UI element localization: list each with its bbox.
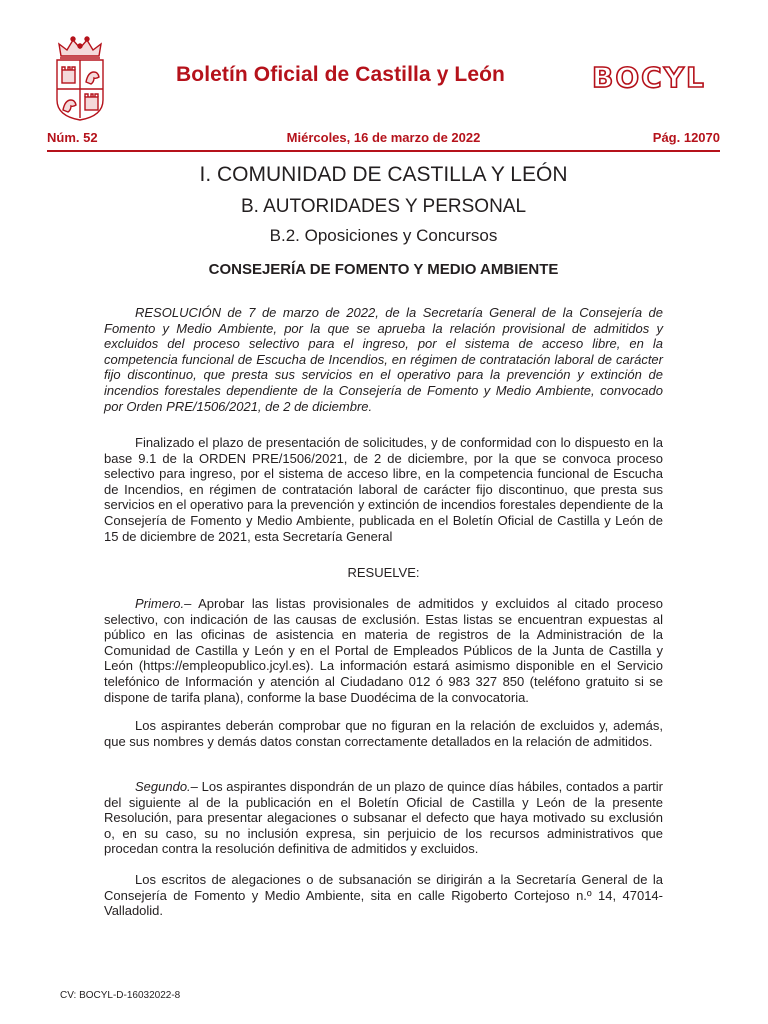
second-text: Los aspirantes dispondrán de un plazo de quince días hábiles, contados a partir del siguiente al de la publicación en el Boletín Oficial de Castilla y León de la presente Resolución, para presentar alegaciones o subsanar el defecto que haya motivado su exclusión o, en su caso, su no inclusión expresa, sin perjuicio de los recursos administrativos que procedan contra la resolución definitiva de admitidos y excluidos.: [104, 779, 663, 857]
first-paragraph: [104, 596, 663, 705]
bocyl-logo: [592, 62, 720, 92]
issue-date: Miércoles, 16 de marzo de 2022: [286, 130, 481, 145]
issue-number: Núm. 52: [47, 130, 98, 145]
page-number: Pág. 12070: [652, 130, 720, 145]
second-label: Segundo.–: [135, 779, 198, 794]
first-text: Aprobar las listas provisionales de admitidos y excluidos al citado proceso selectivo, con indicación de las causas de exclusión. Estas listas se encuentran expuestas al público en las oficinas de asistencia en materia de registros de la Administración de la Comunidad de Castilla y León y en el Portal de Empleados Públicos de la Junta de Castilla y León (https://empleopublico.jcyl.es). La información estará asimismo disponible en el Servicio telefónico de Información y atención al Ciudadano 012 ó 983 327 850 (teléfono gratuito si se dispone de tarifa plana), conforme la base Duodécima de la convocatoria.: [104, 596, 663, 705]
journal-title: Boletín Oficial de Castilla y León: [176, 63, 505, 86]
resolves-heading: RESUELVE:: [347, 565, 420, 580]
coat-of-arms-icon: [49, 34, 111, 122]
issue-info-bar: [47, 130, 720, 148]
resolution-summary: RESOLUCIÓN de 7 de marzo de 2022, de la Secretaría General de la Consejería de Fomento y Medio Ambiente, por la que se aprueba la relación provisional de admitidos y excluidos del proceso selectivo para el ingreso, por el sistema de acceso libre, en la competencia funcional de Escucha de Incendios, en régimen de contratación laboral de carácter fijo discontinuo, que presta sus servicios en el operativo para la prevención y extinción de incendios forestales dependiente de la Consejería de Fomento y Medio Ambiente, convocado por Orden PRE/1506/2021, de 2 de diciembre.: [104, 305, 663, 414]
cv-code: CV: BOCYL-D-16032022-8: [60, 990, 181, 1001]
intro-paragraph: Finalizado el plazo de presentación de solicitudes, y de conformidad con lo dispuesto en la base 9.1 de la ORDEN PRE/1506/2021, de 2 de diciembre, por la que se convoca proceso selectivo para ingreso, por el sistema de acceso libre, en la competencia funcional de Escucha de Incendios, en régimen de contratación laboral de carácter fijo discontinuo, que presta sus servicios en el operativo para la prevención y extinción de incendios forestales dependiente de la Consejería de Fomento y Medio Ambiente, publicada en el Boletín Oficial de Castilla y León de 15 de diciembre de 2021, esta Secretaría General: [104, 435, 663, 544]
bocyl-logo-text: BOCYL: [592, 62, 706, 92]
section-level-3: B.2. Oposiciones y Concursos: [269, 226, 498, 245]
check-paragraph: Los aspirantes deberán comprobar que no figuran en la relación de excluidos y, además, que sus nombres y demás datos constan correctamente detallados en la relación de admitidos.: [104, 718, 663, 749]
second-paragraph: [104, 779, 663, 857]
section-level-2: B. AUTORIDADES Y PERSONAL: [240, 196, 527, 217]
header-rule: [47, 150, 720, 152]
department-heading: CONSEJERÍA DE FOMENTO Y MEDIO AMBIENTE: [208, 261, 559, 278]
first-label: Primero.–: [135, 596, 192, 611]
section-level-1: I. COMUNIDAD DE CASTILLA Y LEÓN: [199, 163, 568, 186]
address-paragraph: Los escritos de alegaciones o de subsanación se dirigirán a la Secretaría General de la Consejería de Fomento y Medio Ambiente, sita en calle Rigoberto Cortejoso n.º 14, 47014-Valladolid.: [104, 872, 663, 919]
